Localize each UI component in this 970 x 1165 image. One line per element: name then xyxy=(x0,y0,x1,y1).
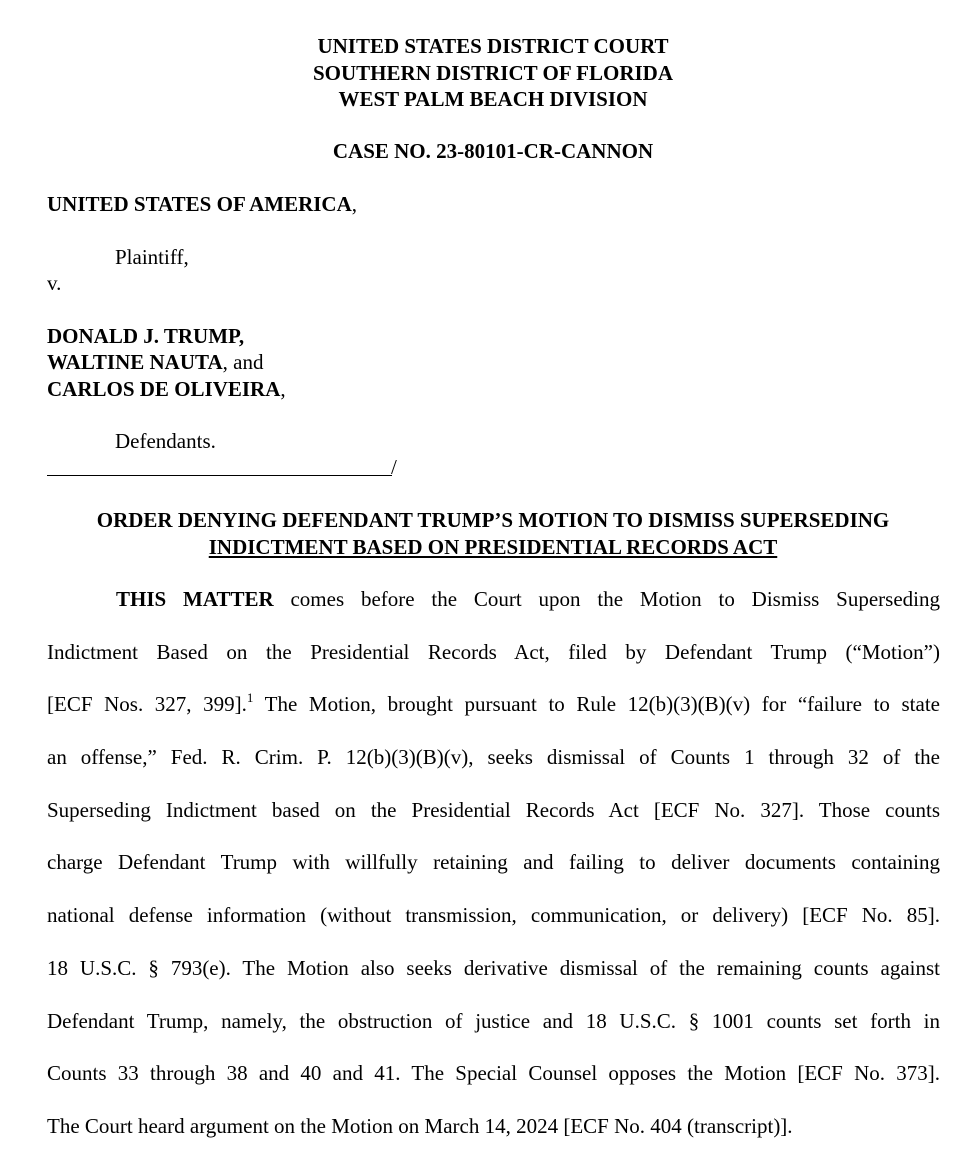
order-title-underlined: INDICTMENT BASED ON PRESIDENTIAL RECORDS ACT xyxy=(208,535,778,559)
defendant2-suffix: , and xyxy=(222,350,264,374)
lead-phrase: THIS MATTER xyxy=(116,587,274,611)
plaintiff-line xyxy=(47,191,357,217)
body-line: Defendant Trump, namely, the obstruction of justice and 18 U.S.C. § 1001 counts set forth in xyxy=(47,1008,940,1033)
footnote-marker[interactable]: 1 xyxy=(246,690,254,706)
court-header xyxy=(0,33,970,113)
order-body-paragraph xyxy=(47,585,940,1165)
versus: v. xyxy=(47,271,62,295)
division-line: WEST PALM BEACH DIVISION xyxy=(338,87,648,111)
defendant2-name: WALTINE NAUTA xyxy=(47,350,223,374)
order-title xyxy=(0,507,970,561)
plaintiff-name: UNITED STATES OF AMERICA xyxy=(47,192,352,216)
order-title-line-2 xyxy=(0,534,970,561)
body-line: charge Defendant Trump with willfully retaining and failing to deliver documents containing xyxy=(47,850,940,875)
caption-signature-line xyxy=(47,475,392,476)
body-text: [ECF Nos. 327, 399]. xyxy=(47,692,247,717)
defendant3-name: CARLOS DE OLIVEIRA xyxy=(47,377,281,401)
body-text: comes before the Court upon the Motion to Dismiss Superseding xyxy=(273,587,940,611)
case-number: CASE NO. 23-80101-CR-CANNON xyxy=(332,139,654,163)
body-line: 18 U.S.C. § 793(e). The Motion also seeks derivative dismissal of the remaining counts against xyxy=(47,955,940,980)
defendant-line-1 xyxy=(47,323,244,349)
body-line xyxy=(47,690,940,743)
body-line: Counts 33 through 38 and 40 and 41. The Special Counsel opposes the Motion [ECF No. 373]. xyxy=(47,1061,940,1086)
district-line: SOUTHERN DISTRICT OF FLORIDA xyxy=(313,60,673,85)
defendant1-name: DONALD J. TRUMP, xyxy=(47,324,245,348)
defendant3-punct: , xyxy=(280,377,286,401)
order-title-line-1: ORDER DENYING DEFENDANT TRUMP’S MOTION TO DISMISS SUPERSEDING xyxy=(96,508,890,532)
body-line: Indictment Based on the Presidential Records Act, filed by Defendant Trump (“Motion”) xyxy=(47,639,940,664)
defendants-role: Defendants. xyxy=(115,429,216,453)
plaintiff-role: Plaintiff, xyxy=(115,245,189,269)
court-name-line: UNITED STATES DISTRICT COURT xyxy=(317,34,669,58)
body-line: an offense,” Fed. R. Crim. P. 12(b)(3)(B)(v), seeks dismissal of Counts 1 through 32 of the xyxy=(47,745,940,770)
defendant-line-3 xyxy=(47,376,286,402)
body-line: The Court heard argument on the Motion on March 14, 2024 [ECF No. 404 (transcript)]. xyxy=(47,1113,793,1138)
body-line xyxy=(47,585,940,638)
body-line: Superseding Indictment based on the Presidential Records Act [ECF No. 327]. Those counts xyxy=(47,797,940,822)
body-text: The Motion, brought pursuant to Rule 12(b)(3)(B)(v) for “failure to state xyxy=(253,692,940,717)
defendant-line-2 xyxy=(47,349,263,375)
plaintiff-name-punct: , xyxy=(351,192,357,216)
body-line: national defense information (without transmission, communication, or delivery) [ECF No. 85]. xyxy=(47,903,940,928)
caption-slash: / xyxy=(391,455,397,479)
